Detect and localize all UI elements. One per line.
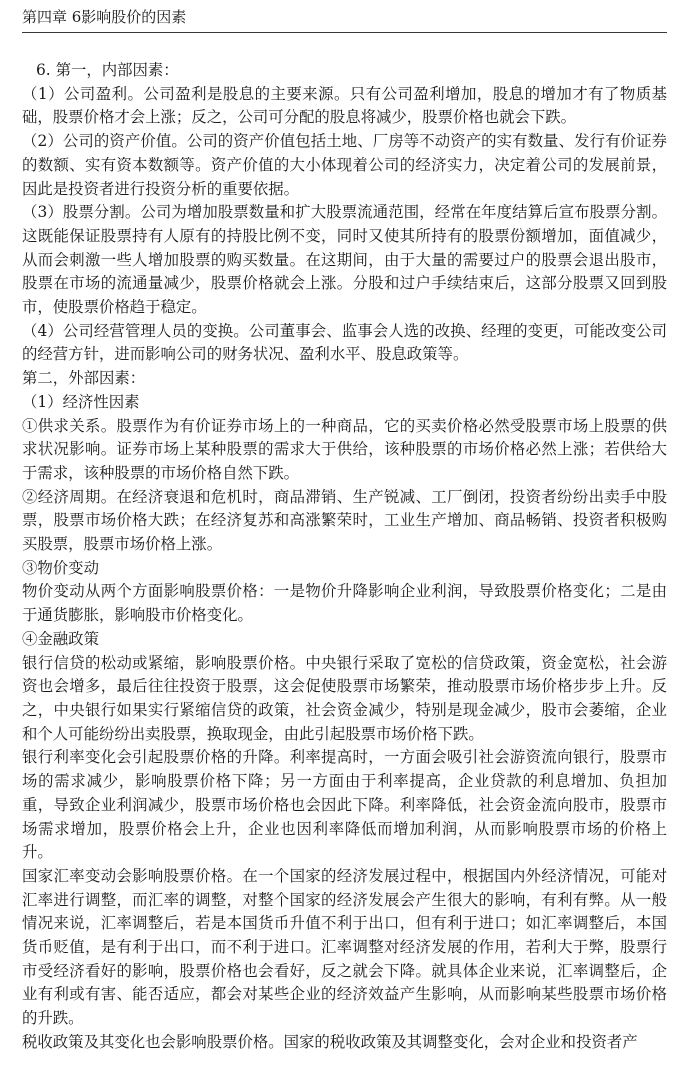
- paragraph-supply-demand: ①供求关系。股票作为有价证券市场上的一种商品，它的买卖价格必然受股票市场上股票的供求状况影响。证券市场上某种股票的需求大于供给，该种股票的市场价格必然上涨；若供给大于需求，该种股票的市场价格自然下跌。: [22, 416, 667, 482]
- paragraph-tax-policy: 税收政策及其变化也会影响股票价格。国家的税收政策及其调整变化，会对企业和投资者产: [22, 1032, 638, 1051]
- paragraph-exchange-rate: 国家汇率变动会影响股票价格。在一个国家的经济发展过程中，根据国内外经济情况，可能对汇率进行调整，而汇率的调整，对整个国家的经济发展会产生很大的影响，有利有弊。从一般情况来说，汇率调整后，若是本国货币升值不利于出口，但有利于进口；如汇率调整后，本国货币贬值，是有利于出口，而不利于进口。汇率调整对经济发展的作用，若利大于弊，股票行市受经济看好的影响，股票价格也会看好，反之就会下降。就具体企业来说，汇率调整后，企业有利或有害、能否适应，都会对某些企业的经济效益产生影响，从而影响某些股票市场价格的升跌。: [22, 866, 667, 1028]
- paragraph-economic-cycle: ②经济周期。在经济衰退和危机时，商品滞销、生产锐减、工厂倒闭，投资者纷纷出卖手中股票，股票市场价格大跌；在经济复苏和高涨繁荣时，工业生产增加、商品畅销、投资者积极购买股票，股票市场价格上涨。: [22, 487, 667, 554]
- paragraph-credit-policy: 银行信贷的松动或紧缩，影响股票价格。中央银行采取了宽松的信贷政策，资金宽松，社会游资也会增多，最后往往投资于股票，这会促使股票市场繁荣，推动股票市场价格步步上升。反之，中央银行如果实行紧缩信贷的政策，社会资金减少，特别是现金减少，股市会萎缩，企业和个人可能纷纷出卖股票，换取现金，由此引起股票市场价格下跌。: [22, 653, 667, 743]
- paragraph-external-factors: 第二，外部因素：: [22, 369, 146, 388]
- paragraph-company-profit: （1）公司盈利。公司盈利是股息的主要来源。只有公司盈利增加，股息的增加才有了物质基础，股票价格才会上涨；反之，公司可分配的股息将减少，股票价格也就会下跌。: [22, 84, 667, 127]
- paragraph-monetary-policy-heading: ④金融政策: [22, 629, 99, 648]
- paragraph-section-intro: 6. 第一，内部因素：: [36, 61, 179, 79]
- paragraph-price-change: 物价变动从两个方面影响股票价格：一是物价升降影响企业利润，导致股票价格变化；二是由于通货膨胀，影响股市价格变化。: [22, 582, 667, 625]
- paragraph-stock-split: （3）股票分割。公司为增加股票数量和扩大股票流通范围，经常在年度结算后宣布股票分割。这既能保证股票持有人原有的持股比例不变，同时又使其所持有的股票份额增加，面值减少，从而会刺激一些人增加股票的购买数量。在这期间，由于大量的需要过户的股票会退出股市，股票在市场的流通量减少，股票价格就会上涨。分股和过户手续结束后，这部分股票又回到股市，使股票价格趋于稳定。: [22, 203, 667, 317]
- document-body: [22, 59, 667, 1055]
- paragraph-price-change-heading: ③物价变动: [22, 558, 99, 577]
- paragraph-asset-value: （2）公司的资产价值。公司的资产价值包括土地、厂房等不动资产的实有数量、发行有价证券的数额、实有资本数额等。资产价值的大小体现着公司的经济实力，决定着公司的发展前景，因此是投资者进行投资分析的重要依据。: [22, 132, 667, 198]
- page-header: 第四章 6影响股价的因素: [22, 6, 667, 33]
- paragraph-interest-rate: 银行利率变化会引起股票价格的升降。利率提高时，一方面会吸引社会游资流向银行，股票市场的需求减少，影响股票价格下降；另一方面由于利率提高，企业贷款的利息增加、负担加重，导致企业利润减少，股票市场价格也会因此下降。利率降低，社会资金流向股市，股票市场需求增加，股票价格会上升，企业也因利率降低而增加利润，从而影响股票市场的价格上升。: [22, 748, 667, 862]
- paragraph-management-change: （4）公司经营管理人员的变换。公司董事会、监事会人选的改换、经理的变更，可能改变公司的经营方针，进而影响公司的财务状况、盈利水平、股息政策等。: [22, 321, 667, 364]
- paragraph-economic-factors: （1）经济性因素: [22, 392, 140, 411]
